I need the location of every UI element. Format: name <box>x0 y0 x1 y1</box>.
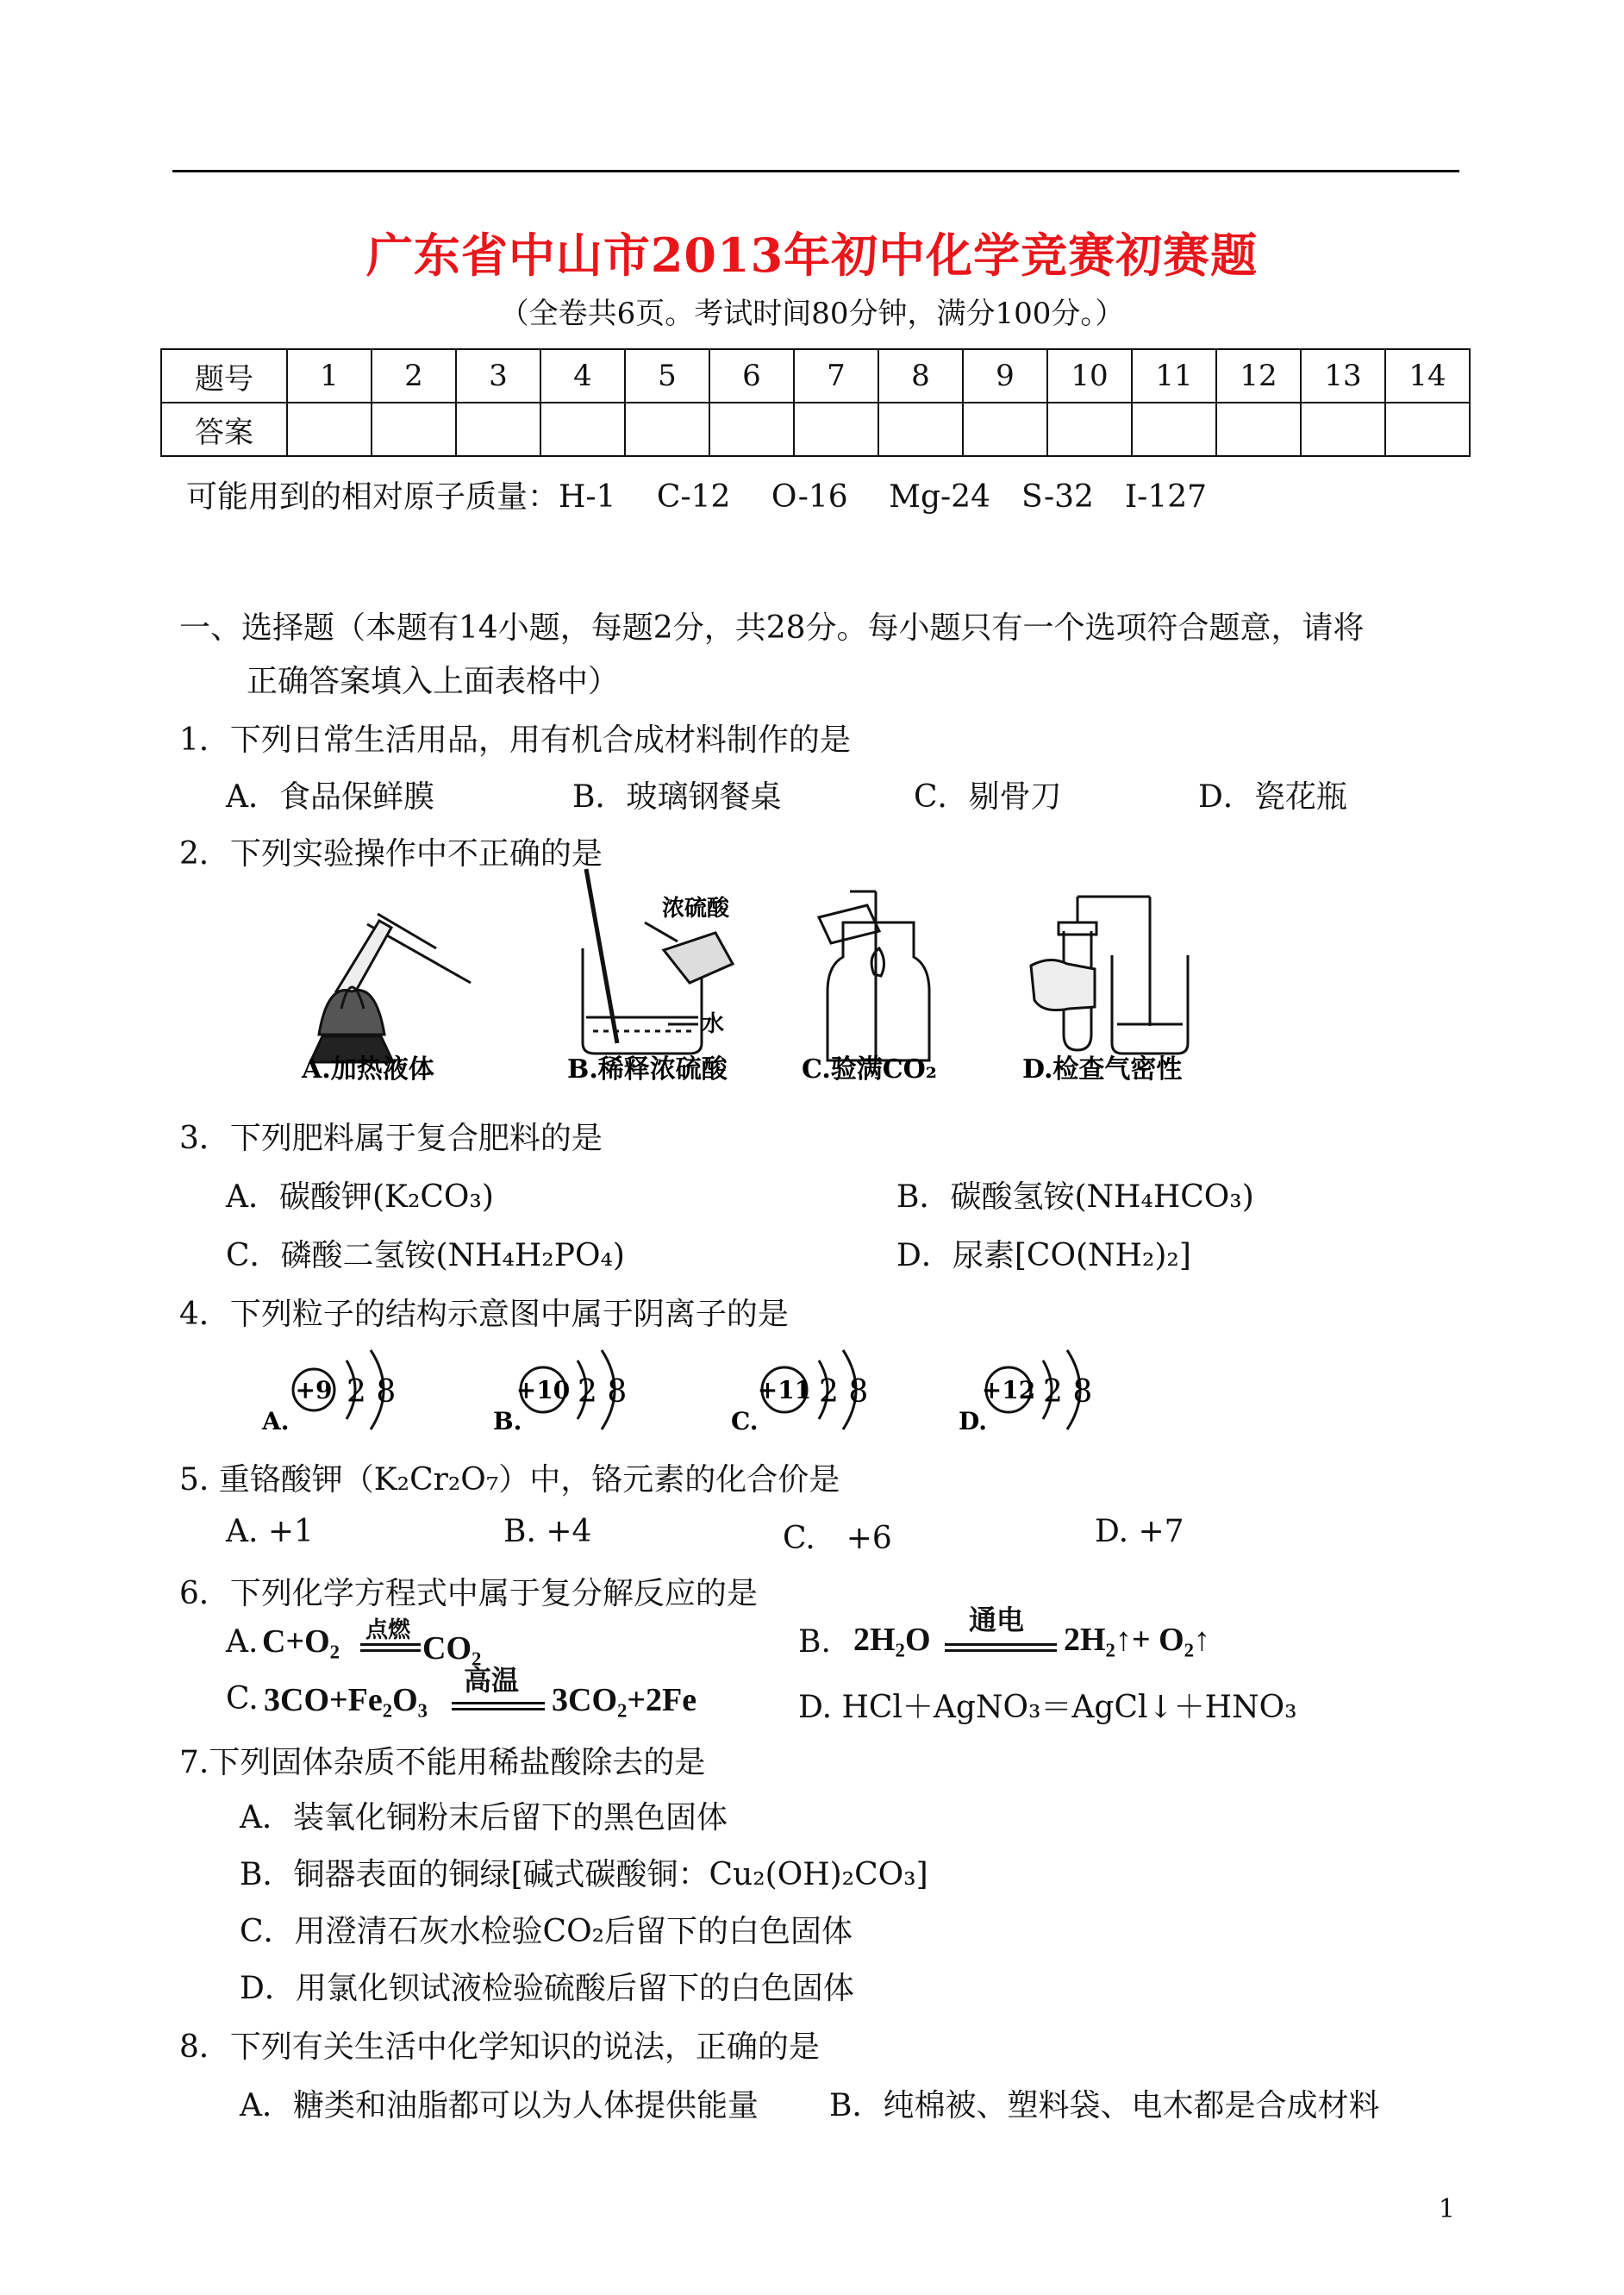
electron-shells: 2 8 <box>1043 1374 1093 1410</box>
q2-stem: 2．下列实验操作中不正确的是 <box>179 836 603 872</box>
atom-diagram-b <box>493 1350 627 1435</box>
table-cell-number: 13 <box>1301 349 1385 403</box>
q6-a-equals-line-top <box>360 1643 421 1646</box>
section1-line1: 一、选择题（本题有14小题，每题2分，共28分。每小题只有一个选项符合题意，请将 <box>179 610 1365 646</box>
electron-shells: 2 8 <box>347 1374 397 1410</box>
answer-cell-11[interactable] <box>1132 403 1216 456</box>
q6-c-equals-line-bottom <box>452 1708 545 1710</box>
answer-cell-8[interactable] <box>878 403 963 456</box>
q3-option-d: D．尿素[CO(NH₂)₂] <box>896 1238 1191 1273</box>
page-title: 广东省中山市2013年初中化学竞赛初赛题 <box>365 228 1259 283</box>
q1-stem: 1．下列日常生活用品，用有机合成材料制作的是 <box>179 722 851 758</box>
q2-figure <box>284 862 1284 1095</box>
airtightness-apparatus-icon <box>1031 897 1188 1054</box>
page-number: 1 <box>1438 2194 1455 2224</box>
q6-b-products: 2H₂↑+ O₂↑ <box>1064 1622 1211 1658</box>
q2-option-c-label: C.验满CO₂ <box>802 1054 937 1085</box>
table-cell-number: 5 <box>625 349 709 403</box>
atom-diagram-d <box>959 1350 1092 1435</box>
q6-a-products: CO₂ <box>422 1630 482 1667</box>
q6-option-b-label: B. <box>798 1624 831 1660</box>
answer-table-answer-row <box>161 403 1470 456</box>
option-label: D. <box>959 1407 988 1435</box>
q5-option-a: A. +1 <box>226 1514 314 1549</box>
header-rule <box>172 170 1459 172</box>
heating-liquid-apparatus-icon <box>310 914 471 1062</box>
answer-table-number-row <box>161 349 1470 403</box>
q6-c-equals-line-top <box>452 1702 545 1704</box>
q3-stem: 3．下列肥料属于复合肥料的是 <box>179 1121 603 1156</box>
q6-c-condition: 高温 <box>464 1664 520 1697</box>
nucleus-charge: +12 <box>981 1376 1036 1404</box>
table-cell-number: 7 <box>794 349 878 403</box>
table-cell-number: 9 <box>963 349 1047 403</box>
option-label: B. <box>493 1407 522 1435</box>
q1-option-b: B．玻璃钢餐桌 <box>572 779 782 815</box>
q8-option-b: B．纯棉被、塑料袋、电木都是合成材料 <box>829 2088 1380 2123</box>
q6-a-condition: 点燃 <box>365 1617 411 1643</box>
atomic-masses: 可能用到的相对原子质量：H-1 C-12 O-16 Mg-24 S-32 I-127 <box>186 479 1208 515</box>
answer-cell-14[interactable] <box>1385 403 1470 456</box>
q3-option-c: C．磷酸二氢铵(NH₄H₂PO₄) <box>226 1238 625 1273</box>
q7-option-b: B．铜器表面的铜绿[碱式碳酸铜：Cu₂(OH)₂CO₃] <box>240 1857 928 1892</box>
section1-line2: 正确答案填入上面表格中） <box>247 664 620 699</box>
q6-a-equals-line-bottom <box>360 1649 421 1652</box>
answer-cell-5[interactable] <box>625 403 709 456</box>
table-cell-number: 14 <box>1385 349 1470 403</box>
q6-b-reactants: 2H₂O <box>853 1622 931 1658</box>
q6-b-equals-line-bottom <box>945 1649 1057 1652</box>
option-label: C. <box>731 1407 759 1435</box>
q2-option-d-label: D.检查气密性 <box>1022 1054 1183 1085</box>
q6-c-products: 3CO₂+2Fe <box>552 1682 697 1718</box>
table-cell-number: 8 <box>878 349 963 403</box>
q6-option-d: D. HCl＋AgNO₃＝AgCl↓＋HNO₃ <box>798 1690 1297 1725</box>
answer-cell-12[interactable] <box>1216 403 1301 456</box>
answer-table <box>160 348 1471 457</box>
co2-check-apparatus-icon <box>819 891 929 1060</box>
electron-shells: 2 8 <box>578 1374 628 1410</box>
q7-option-c: C．用澄清石灰水检验CO₂后留下的白色固体 <box>240 1914 853 1949</box>
q1-option-d: D．瓷花瓶 <box>1198 779 1347 815</box>
q5-option-b: B. +4 <box>503 1514 592 1549</box>
answer-cell-4[interactable] <box>540 403 625 456</box>
answer-cell-9[interactable] <box>963 403 1047 456</box>
q2-option-b-label: B.稀释浓硫酸 <box>567 1054 728 1085</box>
answer-cell-6[interactable] <box>709 403 794 456</box>
nucleus-charge: +10 <box>515 1376 571 1404</box>
nucleus-charge: +11 <box>757 1376 812 1404</box>
q1-option-c: C．剔骨刀 <box>914 779 1062 815</box>
q1-option-a: A．食品保鲜膜 <box>226 779 434 815</box>
q5-stem: 5. 重铬酸钾（K₂Cr₂O₇）中，铬元素的化合价是 <box>179 1462 840 1498</box>
atom-diagram-a <box>261 1350 396 1435</box>
q3-option-b: B．碳酸氢铵(NH₄HCO₃) <box>896 1179 1254 1215</box>
table-cell-number: 4 <box>540 349 625 403</box>
q6-option-a-label: A. <box>226 1624 259 1660</box>
q7-option-d: D．用氯化钡试液检验硫酸后留下的白色固体 <box>240 1971 854 2006</box>
electron-shells: 2 8 <box>819 1374 869 1410</box>
table-cell-number: 6 <box>709 349 794 403</box>
q6-a-reactants: C+O₂ <box>262 1623 340 1660</box>
table-cell-number: 10 <box>1047 349 1132 403</box>
acid-label: 浓硫酸 <box>662 896 730 922</box>
option-label: A. <box>262 1407 290 1435</box>
answer-cell-13[interactable] <box>1301 403 1385 456</box>
q8-stem: 8．下列有关生活中化学知识的说法，正确的是 <box>179 2029 820 2065</box>
table-cell-number: 11 <box>1132 349 1216 403</box>
q5-option-d: D. +7 <box>1095 1514 1184 1549</box>
nucleus-charge: +9 <box>295 1376 333 1404</box>
q5-option-c: C. +6 <box>783 1521 892 1556</box>
table-cell-number: 12 <box>1216 349 1301 403</box>
answer-cell-1[interactable] <box>287 403 372 456</box>
table-cell-number: 1 <box>287 349 372 403</box>
q4-atom-diagrams <box>250 1338 1129 1441</box>
q6-b-condition: 通电 <box>969 1604 1025 1636</box>
page-subtitle: （全卷共6页。考试时间80分钟，满分100分。） <box>499 297 1125 331</box>
q7-option-a: A．装氧化铜粉末后留下的黑色固体 <box>240 1800 728 1835</box>
answer-cell-7[interactable] <box>794 403 878 456</box>
q7-stem: 7.下列固体杂质不能用稀盐酸除去的是 <box>179 1745 706 1780</box>
table-cell-number: 3 <box>456 349 540 403</box>
answer-cell-3[interactable] <box>456 403 540 456</box>
answer-cell-2[interactable] <box>372 403 456 456</box>
table-header-number: 题号 <box>161 349 287 403</box>
q6-c-reactants: 3CO+Fe₂O₃ <box>264 1682 428 1718</box>
q4-stem: 4．下列粒子的结构示意图中属于阴离子的是 <box>179 1297 789 1332</box>
atom-diagram-c <box>731 1350 868 1435</box>
q8-option-a: A．糖类和油脂都可以为人体提供能量 <box>240 2088 759 2123</box>
q3-option-a: A．碳酸钾(K₂CO₃) <box>226 1179 494 1215</box>
table-header-answer: 答案 <box>161 403 287 456</box>
q6-option-c-label: C. <box>226 1681 259 1717</box>
water-label: 水 <box>702 1011 725 1037</box>
answer-cell-10[interactable] <box>1047 403 1132 456</box>
q6-b-equals-line-top <box>945 1643 1057 1646</box>
table-cell-number: 2 <box>372 349 456 403</box>
q6-stem: 6．下列化学方程式中属于复分解反应的是 <box>179 1576 758 1611</box>
q2-option-a-label: A.加热液体 <box>302 1054 434 1085</box>
